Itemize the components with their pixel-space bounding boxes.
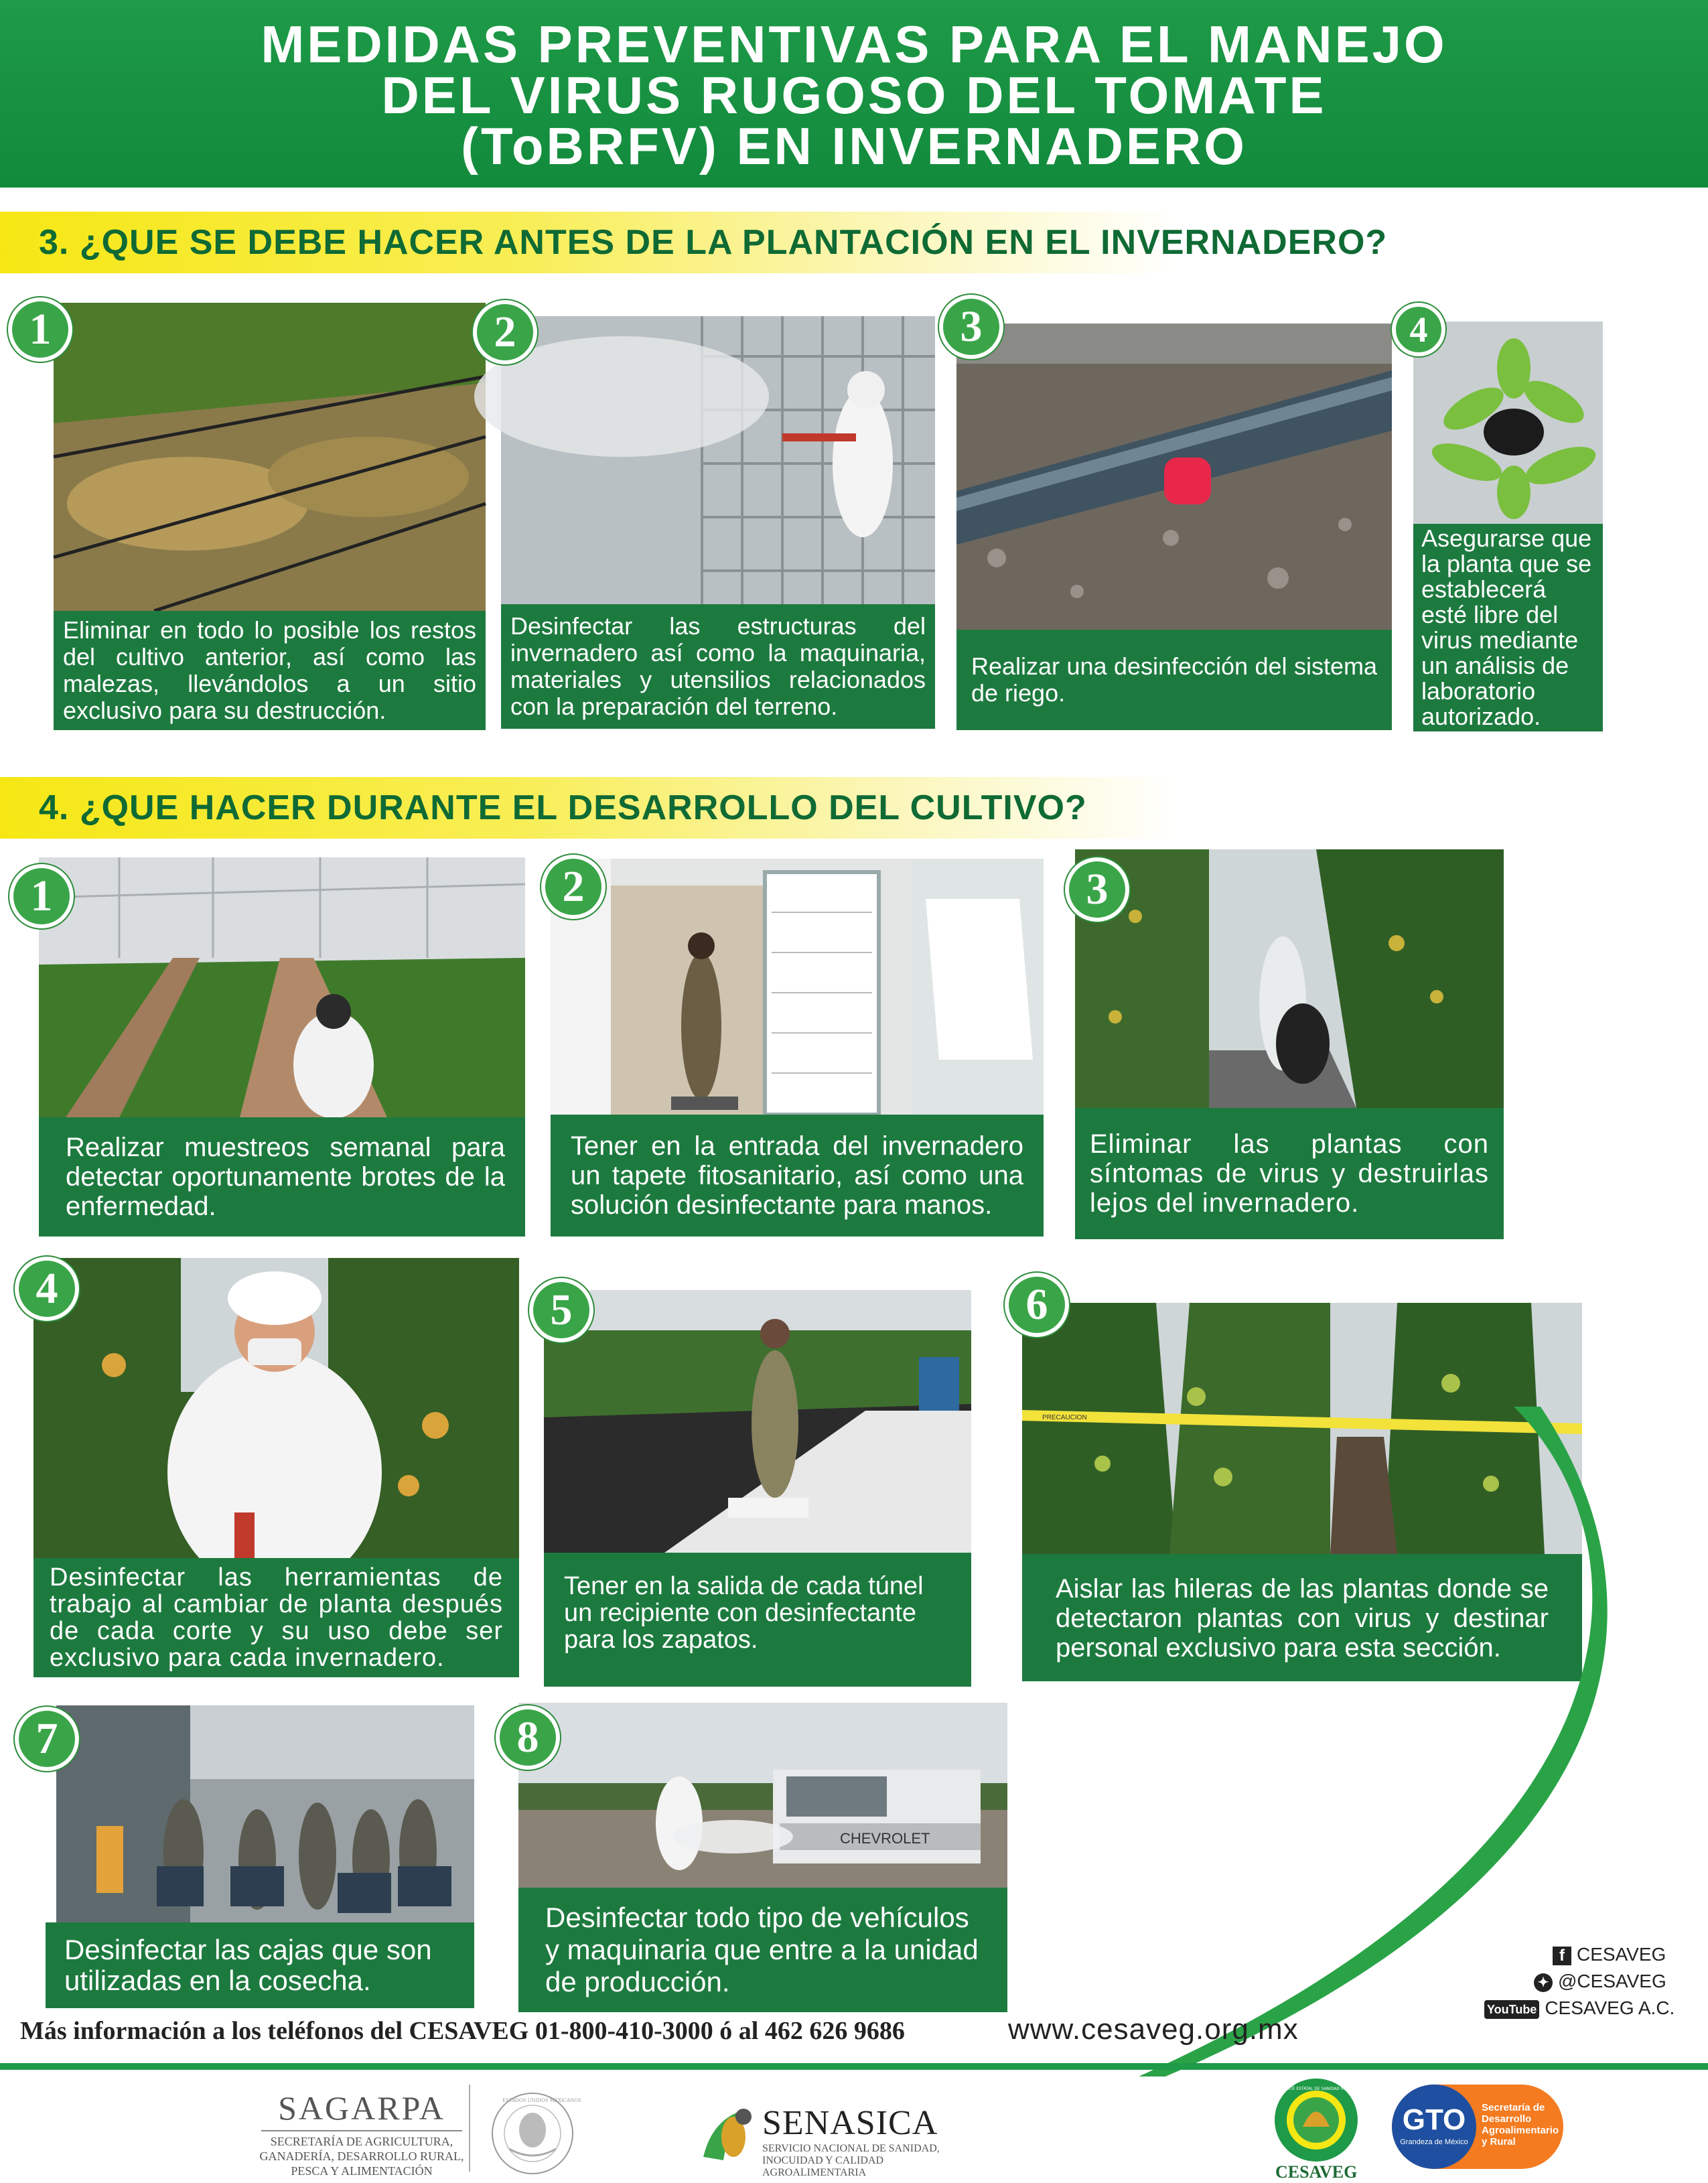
title-line-1: MEDIDAS PREVENTIVAS PARA EL MANEJO [261, 15, 1447, 74]
senasica-line-3: AGROALIMENTARIA [762, 2167, 867, 2178]
social-facebook[interactable]: f CESAVEG [1553, 1944, 1666, 1965]
social-twitter[interactable]: ✦ @CESAVEG [1534, 1971, 1666, 1992]
section-4-title: 4. ¿QUE HACER DURANTE EL DESARROLLO DEL CULTIVO? [39, 788, 1087, 827]
facebook-icon: f [1553, 1947, 1571, 1965]
badge-s4-8: 8 [496, 1705, 560, 1770]
sagarpa-line-3: PESCA Y ALIMENTACIÓN [291, 2164, 433, 2178]
footer-divider [0, 2063, 1708, 2070]
badge-s4-1: 1 [9, 864, 74, 928]
twitter-icon: ✦ [1534, 1973, 1553, 1992]
badge-s3-1: 1 [8, 297, 72, 362]
badge-s4-4: 4 [15, 1257, 79, 1321]
caption-s3-1: Eliminar en todo lo posible los restos del cultivo anterior, así como las malezas, llevándolos a un sitio exclusivo para su destrucción. [54, 611, 486, 730]
senasica-line-2: INOCUIDAD Y CALIDAD [762, 2155, 884, 2166]
badge-s4-5: 5 [529, 1278, 593, 1342]
photo-seedling [1413, 322, 1603, 524]
caption-s4-1: Realizar muestreos semanal para detectar oportunamente brotes de la enfermedad. [39, 1117, 525, 1237]
photo-harvest-crates [56, 1705, 474, 1922]
section-3-bar [0, 212, 1474, 273]
senasica-line-1: SERVICIO NACIONAL DE SANIDAD, [762, 2143, 940, 2154]
cesaveg-name: CESAVEG [1275, 2162, 1358, 2182]
sagarpa-name: SAGARPA [278, 2089, 445, 2127]
caption-s4-7: Desinfectar las cajas que son utilizadas en la cosecha. [46, 1922, 474, 2008]
senasica-logo [762, 2103, 940, 2179]
badge-s3-4: 4 [1392, 303, 1445, 356]
gto-name: GTO [1402, 2103, 1466, 2136]
badge-s4-2: 2 [541, 855, 606, 919]
section-4-bar [0, 777, 1474, 839]
sagarpa-logo [255, 2089, 469, 2178]
badge-s4-7: 7 [15, 1707, 79, 1771]
logo-separator [469, 2085, 470, 2172]
photo-irrigation-system [956, 324, 1392, 630]
cesaveg-emblem-icon [1273, 2076, 1387, 2164]
photo-shoe-disinfectant [544, 1290, 971, 1553]
gto-line-2: Desarrollo [1482, 2113, 1532, 2125]
cesaveg-ring-text: COMITÉ ESTATAL DE SANIDAD VEGETAL GUANAJUATO [1279, 2087, 1387, 2091]
gto-line-4: y Rural [1482, 2136, 1516, 2147]
caption-s4-2: Tener en la entrada del invernadero un tapete fitosanitario, así como una solución desinfectante para manos. [551, 1115, 1044, 1237]
photo-crop-residue [54, 303, 486, 611]
youtube-icon: YouTube [1484, 2000, 1539, 2019]
caution-tape-label: PRECAUCION [1042, 1414, 1087, 1421]
mexico-seal-icon [482, 2089, 583, 2179]
photo-tool-disinfection [33, 1258, 519, 1558]
senasica-name: SENASICA [762, 2104, 938, 2142]
caption-s4-6: Aislar las hileras de las plantas donde se detectaron plantas con virus y destinar personal exclusivo para esta sección. [1022, 1554, 1582, 1681]
sagarpa-line-2: GANADERÍA, DESARROLLO RURAL, [259, 2150, 464, 2163]
caption-s3-2: Desinfectar las estructuras del invernadero así como la maquinaria, materiales y utensilios relacionados con la preparación del terreno. [501, 604, 935, 729]
gto-tagline: Grandeza de México [1400, 2138, 1468, 2146]
sagarpa-line-1: SECRETARÍA DE AGRICULTURA, [270, 2135, 453, 2148]
sagarpa-rule [261, 2130, 462, 2131]
badge-s3-3: 3 [939, 295, 1003, 359]
badge-s4-3: 3 [1065, 857, 1129, 922]
section-3-title: 3. ¿QUE SE DEBE HACER ANTES DE LA PLANTACIÓN EN EL INVERNADERO? [39, 223, 1388, 262]
caption-s4-3: Eliminar las plantas con síntomas de virus y destruirlas lejos del invernadero. [1075, 1108, 1504, 1239]
gto-line-3: Agroalimentario [1482, 2125, 1559, 2136]
caption-s4-5: Tener en la salida de cada túnel un recipiente con desinfectante para los zapatos. [544, 1553, 971, 1687]
truck-brand-label: CHEVROLET [840, 1830, 930, 1847]
photo-entrance-footbath [551, 859, 1044, 1115]
photo-vehicle-disinfection [518, 1703, 1007, 1888]
title-line-3: (ToBRFV) EN INVERNADERO [461, 117, 1247, 175]
caption-s3-4: Asegurarse que la planta que se establecerá esté libre del virus mediante un análisis de laboratorio autorizado. [1413, 524, 1603, 731]
caption-s4-4: Desinfectar las herramientas de trabajo al cambiar de planta después de cada corte y su uso debe ser exclusivo para cada invernadero. [33, 1558, 519, 1677]
page-title [0, 15, 1708, 175]
senasica-emblem-icon [697, 2103, 757, 2164]
photo-weekly-sampling [39, 857, 525, 1117]
badge-s3-2: 2 [473, 300, 537, 364]
badge-s4-6: 6 [1005, 1273, 1069, 1337]
caption-s4-8: Desinfectar todo tipo de vehículos y maquinaria que entre a la unidad de producción. [518, 1888, 1007, 2012]
social-youtube[interactable]: YouTube CESAVEG A.C. [1484, 1997, 1675, 2019]
contact-info: Más información a los teléfonos del CESAVEG 01-800-410-3000 ó al 462 626 9686 [20, 2017, 905, 2045]
photo-disinfect-structures [501, 316, 935, 604]
title-line-2: DEL VIRUS RUGOSO DEL TOMATE [381, 66, 1327, 125]
gto-secretaria [1482, 2102, 1559, 2147]
caption-s3-3: Realizar una desinfección del sistema de riego. [956, 630, 1392, 730]
photo-remove-plants [1075, 849, 1504, 1108]
gto-line-1: Secretaría de [1482, 2102, 1545, 2113]
seal-text: ESTADOS UNIDOS MEXICANOS [502, 2098, 581, 2103]
website-link[interactable]: www.cesaveg.org.mx [1008, 2013, 1299, 2046]
